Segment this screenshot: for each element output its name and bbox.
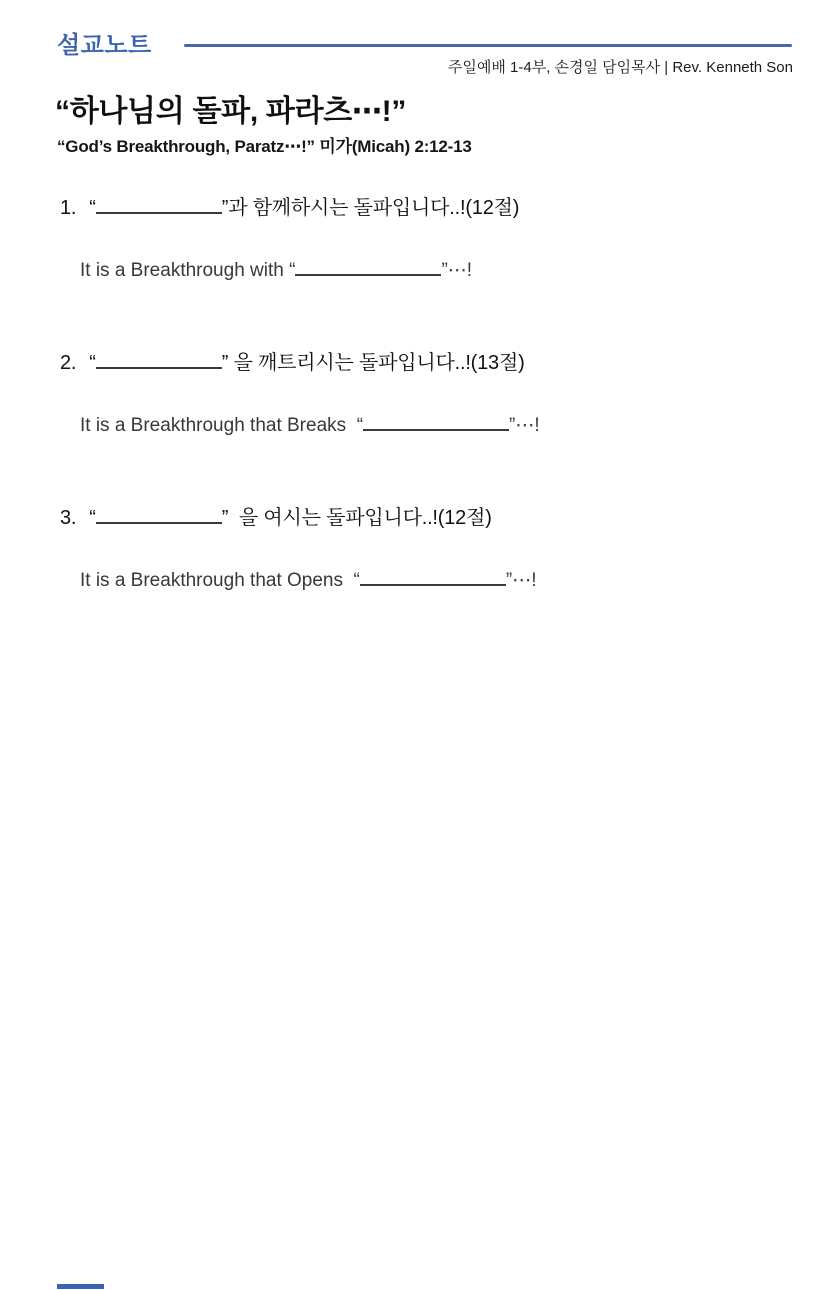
point-2-korean-line: [60, 346, 525, 375]
point-2-ko-post: ” 을 깨트리시는 돌파입니다..!(13절): [221, 352, 525, 374]
point-3-en-post: ”⋯!: [505, 570, 537, 591]
footer-accent-bar: [57, 1284, 104, 1289]
point-3-ko-post: ” 을 여시는 돌파입니다..!(12절): [221, 507, 492, 529]
point-3-ko-fill-in-blank: [96, 522, 222, 524]
sermon-title: “하나님의 돌파, 파라츠⋯!”: [55, 95, 407, 128]
point-3-english-line: [80, 569, 536, 592]
point-2-english-line: [80, 414, 540, 437]
point-1-en-post: ”⋯!: [441, 260, 473, 281]
brand-title: 설교노트: [57, 32, 152, 59]
point-1-korean-line: [60, 191, 519, 220]
point-3-korean-line: [60, 501, 492, 530]
sermon-subtitle-scripture: “God’s Breakthrough, Paratz⋯!” 미가(Micah) 2:12-13: [57, 137, 472, 156]
point-2-ko-fill-in-blank: [96, 367, 222, 369]
point-2-en-pre: It is a Breakthrough that Breaks “: [80, 415, 364, 436]
point-1-ko-post: ”과 함께하시는 돌파입니다..!(12절): [221, 197, 520, 219]
point-2-en-post: ”⋯!: [509, 415, 540, 436]
point-1-english-line: [80, 259, 472, 282]
service-pastor-info: 주일예배 1-4부, 손경일 담임목사 | Rev. Kenneth Son: [447, 59, 793, 76]
point-3-en-pre: It is a Breakthrough that Opens “: [80, 570, 360, 591]
header-divider-line: [184, 44, 792, 47]
point-1-ko-pre: “: [89, 197, 96, 219]
point-2-ko-pre: “: [89, 352, 96, 374]
point-3-number: 3.: [60, 507, 77, 529]
point-1-number: 1.: [60, 197, 77, 219]
point-2-en-fill-in-blank: [363, 429, 509, 431]
point-1-en-fill-in-blank: [295, 274, 441, 276]
point-3-en-fill-in-blank: [360, 584, 506, 586]
point-1-ko-fill-in-blank: [96, 212, 222, 214]
point-3-ko-pre: “: [89, 507, 96, 529]
point-2-number: 2.: [60, 352, 77, 374]
point-1-en-pre: It is a Breakthrough with “: [80, 260, 296, 281]
